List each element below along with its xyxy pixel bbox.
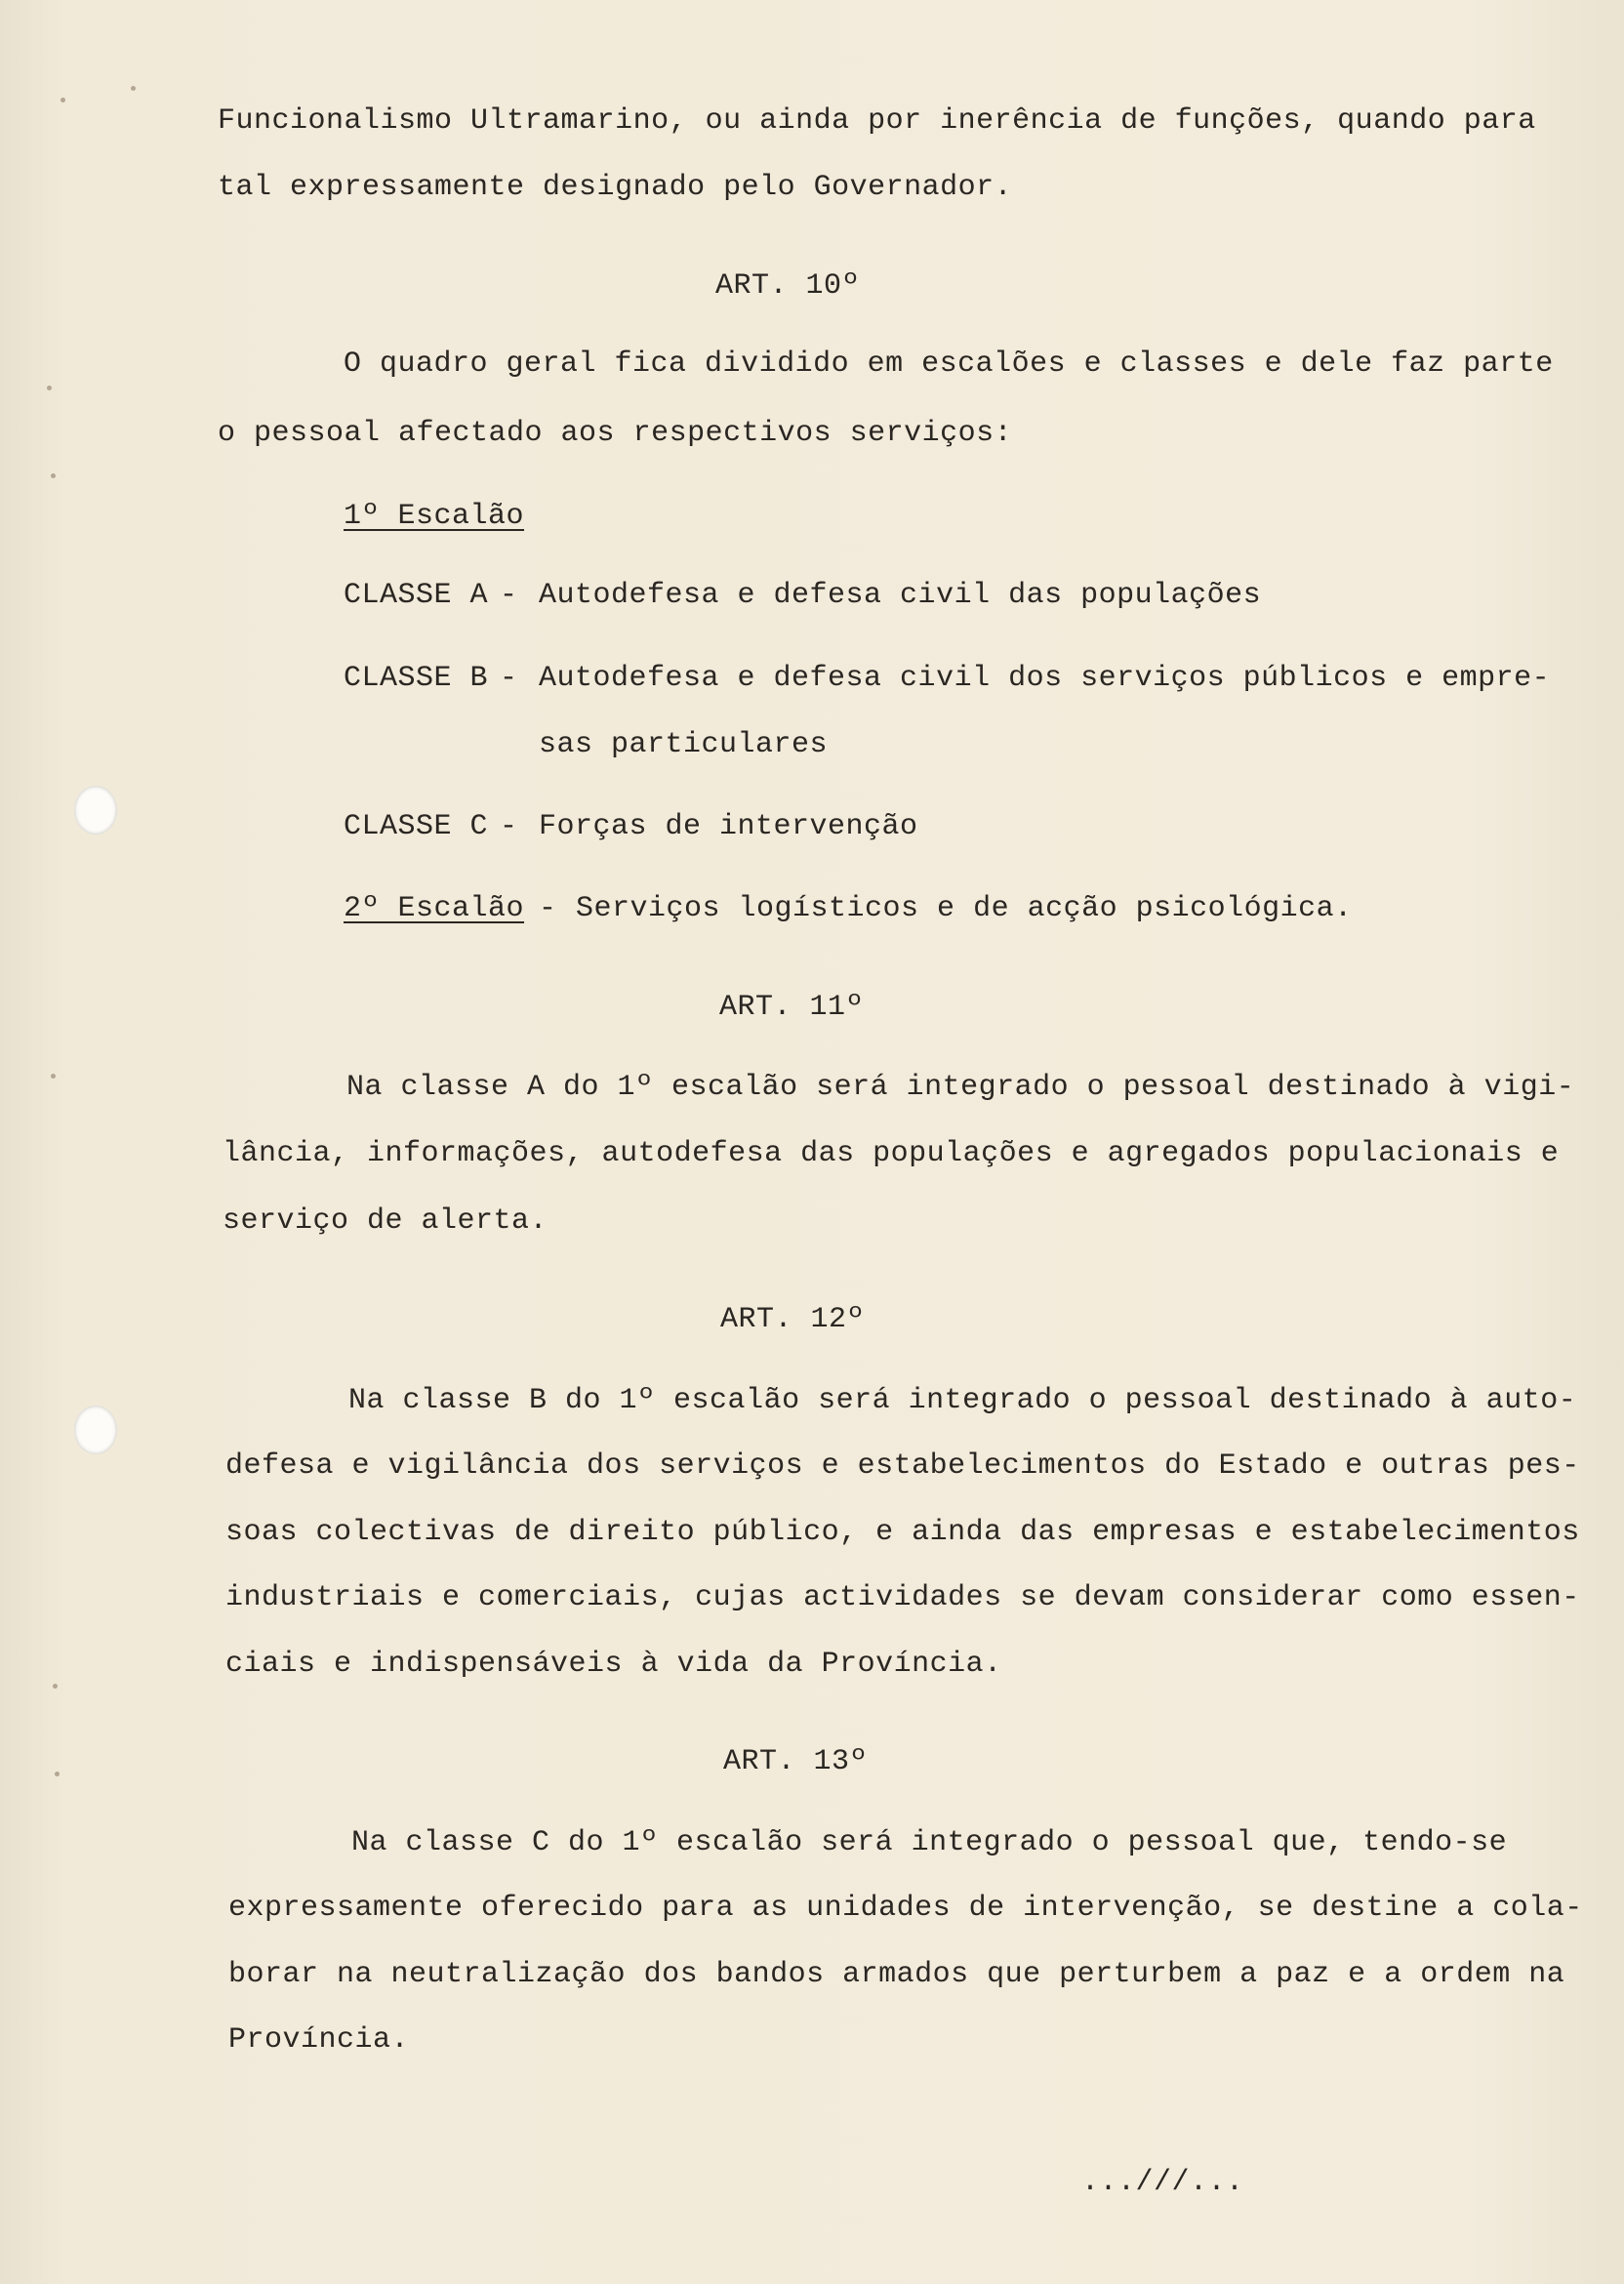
paragraph-line: defesa e vigilância dos serviços e estabelecimentos do Estado e outras pes- bbox=[225, 1449, 1580, 1483]
paper-speck bbox=[53, 1684, 58, 1689]
paragraph-line: Na classe B do 1º escalão será integrado o pessoal destinado à auto- bbox=[348, 1384, 1577, 1417]
class-c-label: CLASSE C bbox=[344, 810, 489, 843]
paragraph-continuation-line: tal expressamente designado pelo Governador. bbox=[218, 171, 1013, 204]
paragraph-line: serviço de alerta. bbox=[223, 1204, 548, 1238]
paragraph-line: lância, informações, autodefesa das populações e agregados populacionais e bbox=[223, 1137, 1560, 1170]
escalao-1-title: 1º Escalão bbox=[344, 500, 525, 533]
escalao-2-description: Serviços logísticos e de acção psicológica. bbox=[576, 892, 1353, 925]
paragraph-line: expressamente oferecido para as unidades de intervenção, se destine a cola- bbox=[228, 1892, 1583, 1925]
punch-hole bbox=[74, 1406, 117, 1454]
dash: - bbox=[539, 892, 557, 925]
paragraph-line: industriais e comerciais, cujas actividades se devam considerar como essen- bbox=[225, 1581, 1580, 1614]
paragraph-line: Na classe C do 1º escalão será integrado o pessoal que, tendo-se bbox=[351, 1826, 1508, 1859]
paper-speck bbox=[47, 386, 52, 390]
paragraph-line: borar na neutralização dos bandos armados que perturbem a paz e a ordem na bbox=[228, 1958, 1565, 1991]
class-a-label: CLASSE A bbox=[344, 579, 489, 612]
paragraph-continuation-line: Funcionalismo Ultramarino, ou ainda por inerência de funções, quando para bbox=[218, 104, 1536, 138]
escalao-2-title: 2º Escalão bbox=[344, 892, 525, 925]
paragraph-line: o pessoal afectado aos respectivos serviços: bbox=[218, 417, 1013, 450]
paper-speck bbox=[61, 98, 65, 102]
class-c-description: Forças de intervenção bbox=[539, 810, 918, 843]
paragraph-line: O quadro geral fica dividido em escalões e classes e dele faz parte bbox=[344, 347, 1554, 381]
class-b-description: Autodefesa e defesa civil dos serviços públicos e empre- bbox=[539, 662, 1551, 695]
article-heading: ART. 12º bbox=[720, 1303, 866, 1336]
dash: - bbox=[500, 810, 518, 843]
punch-hole bbox=[74, 786, 117, 835]
paragraph-line: Província. bbox=[228, 2023, 410, 2057]
continuation-mark: ...///... bbox=[1081, 2166, 1244, 2199]
paragraph-line: soas colectivas de direito público, e ainda das empresas e estabelecimentos bbox=[225, 1516, 1580, 1549]
class-b-description-cont: sas particulares bbox=[539, 728, 829, 761]
article-heading: ART. 13º bbox=[723, 1745, 869, 1778]
article-heading: ART. 11º bbox=[719, 991, 865, 1024]
paper-speck bbox=[51, 1074, 56, 1079]
article-heading: ART. 10º bbox=[715, 269, 861, 303]
paper-speck bbox=[51, 473, 56, 478]
paragraph-line: ciais e indispensáveis à vida da Província. bbox=[225, 1648, 1002, 1681]
dash: - bbox=[500, 662, 518, 695]
paragraph-line: Na classe A do 1º escalão será integrado o pessoal destinado à vigi- bbox=[346, 1071, 1575, 1104]
class-b-label: CLASSE B bbox=[344, 662, 489, 695]
paper-speck bbox=[55, 1772, 60, 1776]
class-a-description: Autodefesa e defesa civil das populações bbox=[539, 579, 1262, 612]
paper-speck bbox=[131, 86, 136, 91]
dash: - bbox=[500, 579, 518, 612]
